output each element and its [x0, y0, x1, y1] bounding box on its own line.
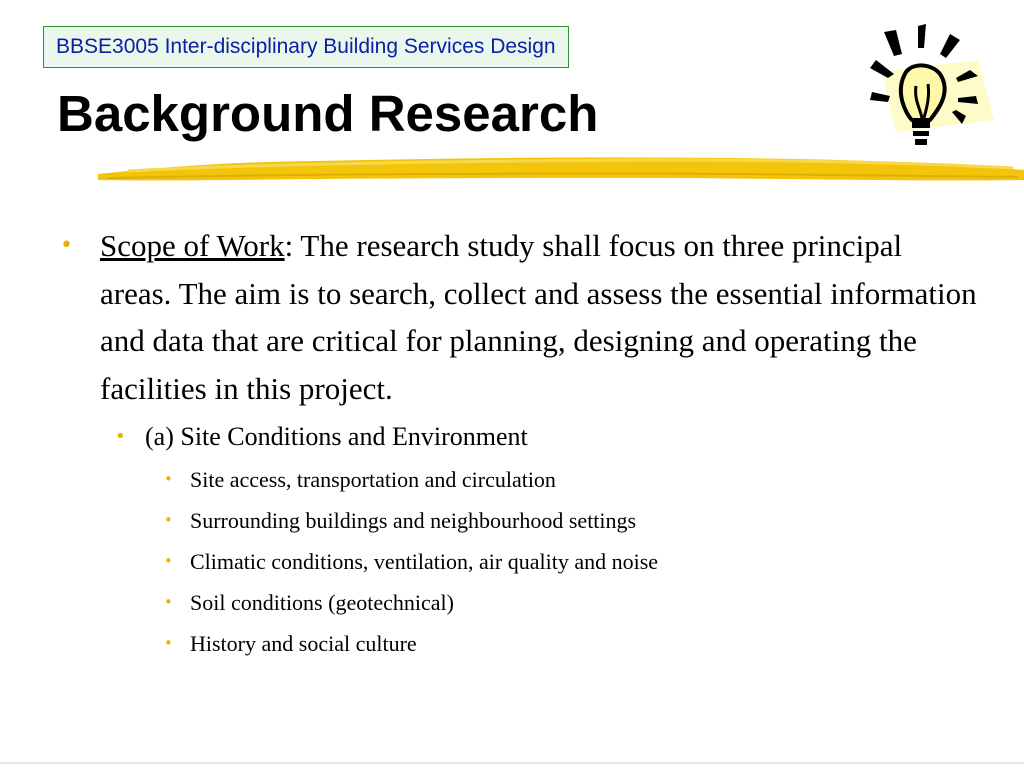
list-item [60, 541, 980, 582]
scope-of-work-label: Scope of Work [100, 228, 285, 263]
bullet-dot: • [60, 233, 73, 258]
bullet-dot: • [115, 426, 126, 447]
bullet-scope-of-work [60, 222, 980, 412]
course-tag: BBSE3005 Inter-disciplinary Building Services Design [43, 26, 569, 68]
section-a-heading: (a) Site Conditions and Environment [145, 422, 528, 451]
slide-body [60, 222, 980, 664]
list-item-text: Soil conditions (geotechnical) [190, 590, 454, 615]
brush-stroke-divider [98, 150, 1024, 190]
slide-title: Background Research [57, 85, 599, 142]
list-item [60, 459, 980, 500]
list-item [60, 582, 980, 623]
bullet-dot: • [164, 593, 173, 611]
bullet-dot: • [164, 511, 173, 529]
bullet-dot: • [164, 470, 173, 488]
bullet-dot: • [164, 552, 173, 570]
list-item [60, 623, 980, 664]
scope-of-work-text: : The research study shall focus on three principal areas. The aim is to search, collect and assess the essential information and data that are critical for planning, designing and operating the facilities in this project. [100, 228, 977, 406]
list-item-text: Climatic conditions, ventilation, air quality and noise [190, 549, 659, 574]
lightbulb-icon [866, 20, 996, 152]
list-item-text: History and social culture [190, 631, 417, 656]
list-item-text: Site access, transportation and circulation [190, 467, 556, 492]
footer-divider [0, 762, 1024, 764]
section-a-heading-item [60, 417, 980, 457]
bullet-dot: • [164, 634, 173, 652]
list-item-text: Surrounding buildings and neighbourhood settings [190, 508, 637, 533]
section-a-list [60, 459, 980, 664]
list-item [60, 500, 980, 541]
